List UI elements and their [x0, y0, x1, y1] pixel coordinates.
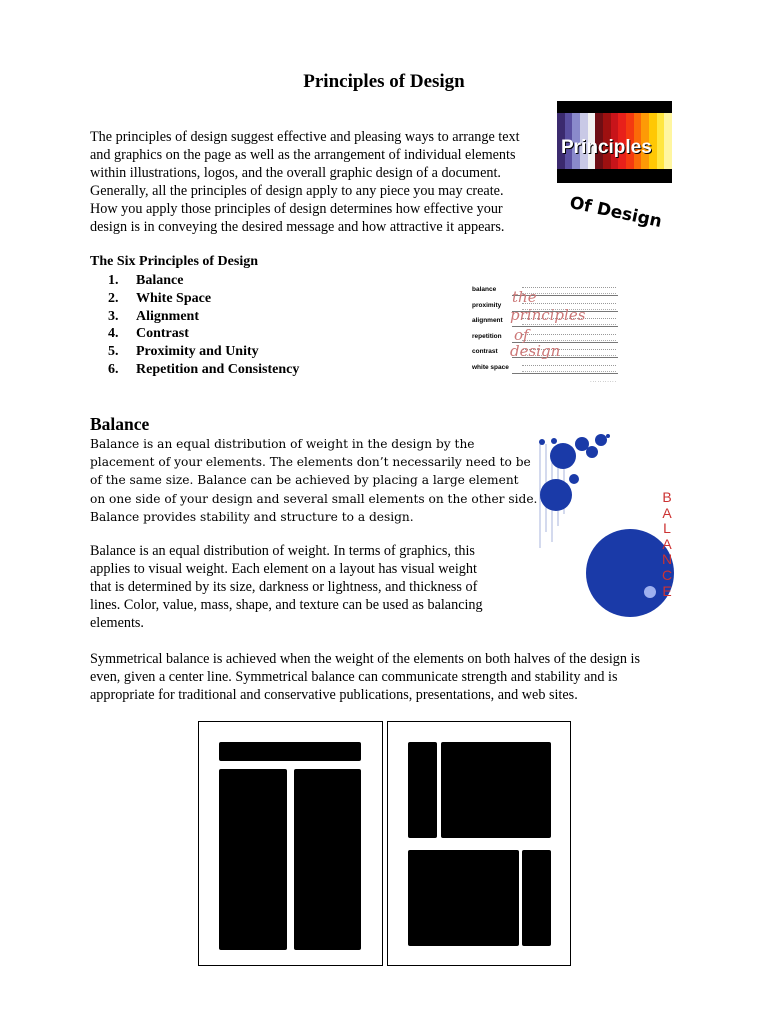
- principle-number: 5.: [108, 344, 119, 360]
- graphic-text-lines: [522, 334, 616, 341]
- balance-line: Balance is an equal distribution of weight. In terms of graphics, this: [90, 543, 475, 559]
- balance-heading: Balance: [90, 414, 150, 434]
- balance-letter: L: [663, 520, 671, 537]
- principle-item: [108, 272, 299, 290]
- principles-chart-graphic: [470, 284, 620, 386]
- layout-block: [408, 742, 437, 838]
- principle-item: [108, 343, 299, 361]
- symmetrical-paragraph: [90, 650, 640, 704]
- graphic-label: alignment: [472, 317, 503, 324]
- symmetrical-line: appropriate for traditional and conservative publications, presentations, and web sites.: [90, 687, 578, 703]
- graphic-circle: [550, 443, 576, 469]
- principle-label: Repetition and Consistency: [136, 361, 300, 377]
- balance-line: Balance is an equal distribution of weight in the design by the: [90, 437, 475, 451]
- graphic-rule: [512, 373, 618, 374]
- balance-paragraph-2: [90, 542, 483, 632]
- principles-logo: [557, 101, 672, 183]
- graphic-circle: [644, 586, 656, 598]
- logo-tagline: Of Design: [567, 193, 664, 233]
- balance-letter: N: [661, 551, 673, 568]
- balance-letter: B: [662, 489, 672, 505]
- logo-stripe: [657, 113, 665, 169]
- logo-word: Principles: [561, 137, 652, 158]
- principle-item: [108, 361, 299, 379]
- graphic-circle: [569, 474, 579, 484]
- graphic-label: proximity: [472, 301, 502, 309]
- principle-label: Balance: [136, 273, 184, 288]
- logo-stripe: [664, 113, 672, 169]
- page-title: Principles of Design: [303, 71, 465, 92]
- principle-number: 6.: [108, 361, 119, 377]
- asymmetric-layout-example: [387, 721, 571, 966]
- principle-item: [108, 325, 299, 343]
- layout-block: [522, 850, 551, 946]
- principle-number: 3.: [108, 308, 119, 324]
- principle-label: Alignment: [136, 308, 199, 324]
- graphic-footnote: · · · · · · · · · · ·: [590, 379, 616, 384]
- graphic-script-word: design: [510, 342, 561, 360]
- symmetrical-line: Symmetrical balance is achieved when the weight of the elements on both halves of the design is: [90, 651, 641, 667]
- balance-graphic: [532, 430, 677, 622]
- balance-vertical-letters: [660, 490, 674, 599]
- graphic-script-word: principles: [510, 306, 586, 324]
- balance-paragraph-1: [90, 435, 537, 526]
- principle-label: Proximity and Unity: [136, 344, 259, 360]
- principle-number: 1.: [108, 273, 119, 288]
- layout-block: [219, 742, 361, 761]
- graphic-label: contrast: [472, 348, 498, 355]
- balance-letter: C: [661, 566, 673, 583]
- graphic-circle: [586, 446, 598, 458]
- intro-line: design is in conveying the desired message and how attractive it appears.: [90, 219, 505, 235]
- symmetric-layout-example: [198, 721, 383, 966]
- graphic-circle: [606, 434, 610, 438]
- six-principles-heading: The Six Principles of Design: [90, 254, 259, 269]
- layout-block: [219, 769, 287, 950]
- balance-line: lines. Color, value, mass, shape, and texture can be used as balancing: [90, 597, 483, 613]
- layout-block: [408, 850, 519, 946]
- graphic-label: white space: [472, 363, 509, 371]
- graphic-circle: [551, 438, 557, 444]
- balance-line: that is determined by its size, darkness or lightness, and thickness of: [90, 579, 478, 595]
- layout-block: [294, 769, 361, 950]
- principle-item: [108, 308, 299, 326]
- principle-number: 4.: [108, 326, 119, 342]
- balance-letter: A: [662, 504, 672, 521]
- principle-label: Contrast: [136, 326, 189, 342]
- intro-paragraph: [90, 128, 550, 236]
- balance-line: applies to visual weight. Each element on a layout has visual weight: [90, 561, 477, 577]
- balance-letter: E: [662, 582, 672, 599]
- balance-line: of the same size. Balance can be achieved by placing a large element: [90, 473, 519, 488]
- balance-line: on one side of your design and several small elements on the other side.: [90, 491, 538, 506]
- balance-line: elements.: [90, 615, 144, 631]
- graphic-script-word: of: [514, 326, 529, 344]
- balance-line: Balance provides stability and structure to a design.: [90, 509, 414, 524]
- graphic-script-word: the: [512, 288, 537, 306]
- principle-item: [108, 290, 299, 308]
- layout-block: [441, 742, 551, 838]
- balance-letter: A: [662, 535, 672, 552]
- intro-line: within illustrations, logos, and the overall graphic design of a document.: [90, 165, 501, 181]
- graphic-circle: [540, 479, 572, 511]
- intro-line: The principles of design suggest effective and pleasing ways to arrange text: [90, 129, 520, 145]
- graphic-label: repetition: [472, 332, 502, 340]
- balance-line: placement of your elements. The elements don’t necessarily need to be: [90, 455, 531, 470]
- principle-label: White Space: [136, 290, 212, 306]
- graphic-text-lines: [522, 365, 616, 372]
- six-principles-list: [108, 272, 299, 379]
- intro-line: Generally, all the principles of design apply to any piece you may create.: [90, 183, 504, 199]
- intro-line: and graphics on the page as well as the arrangement of individual elements: [90, 147, 516, 163]
- graphic-label: balance: [472, 286, 497, 293]
- symmetrical-line: even, given a center line. Symmetrical balance can communicate strength and stability and is: [90, 669, 618, 685]
- principle-number: 2.: [108, 290, 119, 306]
- intro-line: How you apply those principles of design determines how effective your: [90, 201, 503, 217]
- graphic-circle: [539, 439, 545, 445]
- graphic-circle: [595, 434, 607, 446]
